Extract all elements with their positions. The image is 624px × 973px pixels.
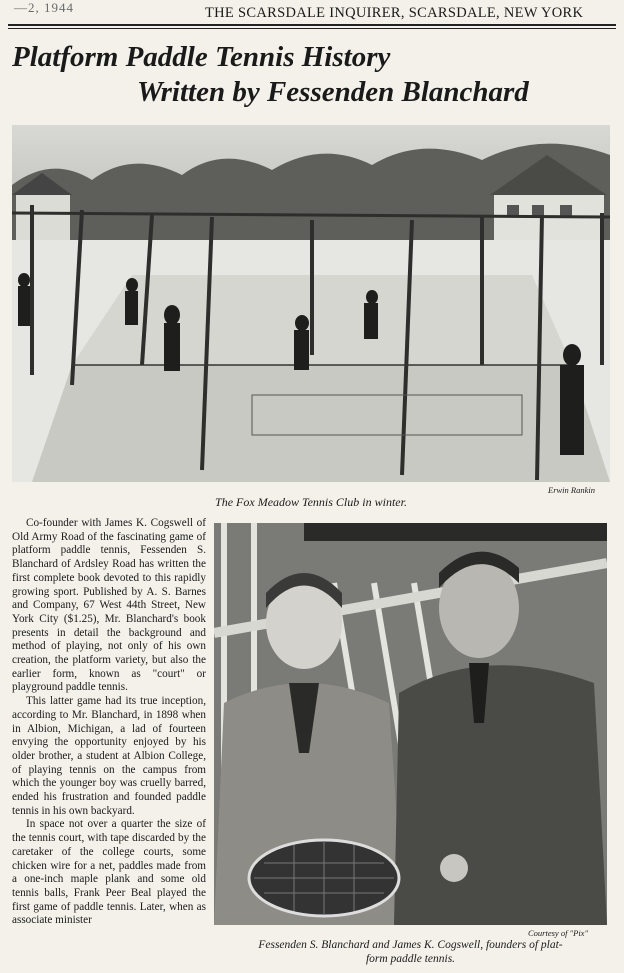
founders-portrait-photo <box>214 523 607 925</box>
masthead-title: THE SCARSDALE INQUIRER, SCARSDALE, NEW YORK <box>205 5 584 21</box>
headline-line-2: Written by Fessenden Blanchard <box>137 76 529 108</box>
photo2-credit: Courtesy of "Pix" <box>528 928 589 938</box>
article-paragraph: Co-founder with James K. Cogswell of Old Army Road of the fascinating game of platform paddle tennis, Fessenden S. Blanchard of Ardsley Road has written the first complete book devoted to this rapidly growing sport. Published by A. S. Barnes and Company, 67 West 44th Street, New York City ($1.25), Mr. Blanchard's book presents in detail the background and method of playing, not only of his own creation, the platform variety, but also the earlier form, known as "court" or playground paddle tennis. <box>12 517 206 694</box>
photo2-caption-line2: form paddle tennis. <box>365 953 456 965</box>
article-paragraph: In space not over a quarter the size of the tennis court, with tape discarded by the caretaker of the college courts, some chicken wire for a net, paddles made from a one-inch maple plank and some old tennis balls, Frank Peer Beal played the first game of paddle tennis. Later, when as associate minister <box>12 818 206 927</box>
headline-line-1: Platform Paddle Tennis History <box>12 41 391 73</box>
masthead-rule-thin <box>8 28 616 29</box>
article-paragraph: This latter game had its true inception, according to Mr. Blanchard, in 1898 when in Albion, Michigan, a lad of fourteen envying the opportunity enjoyed by his older brother, a student at Albion College, of playing tennis on the campus from which the younger boy was cruelly barred, ended his frustration and founded paddle tennis in his own backyard. <box>12 695 206 817</box>
photo1-credit: Erwin Rankin <box>548 485 595 495</box>
photo2-caption-line1: Fessenden S. Blanchard and James K. Cogswell, founders of plat- <box>258 939 563 951</box>
fox-meadow-court-photo <box>12 125 610 482</box>
article-body <box>12 517 206 928</box>
photo1-caption: The Fox Meadow Tennis Club in winter. <box>215 495 407 509</box>
masthead-date: —2, 1944 <box>14 0 74 15</box>
founders-portrait-illustration <box>214 523 607 925</box>
masthead-rule <box>8 24 616 26</box>
winter-court-illustration <box>12 125 610 482</box>
